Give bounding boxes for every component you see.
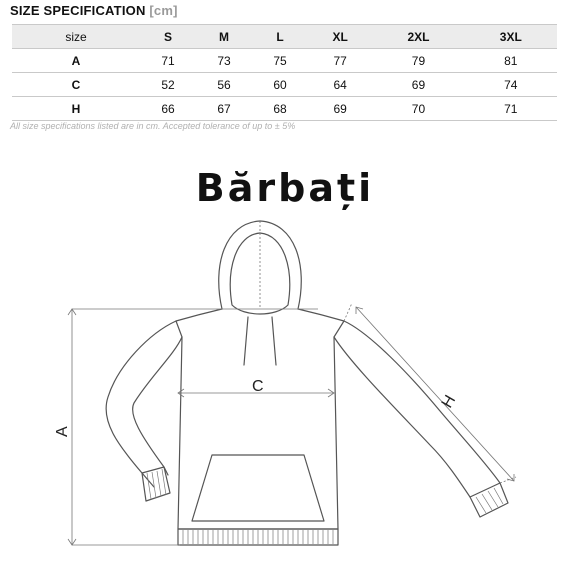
column-header: 3XL: [465, 25, 557, 49]
row-label: A: [12, 49, 140, 73]
column-header: M: [196, 25, 252, 49]
hoodie-outline: [106, 221, 508, 545]
measurement-labels: [54, 378, 459, 437]
column-header: S: [140, 25, 196, 49]
table-cell: 75: [252, 49, 308, 73]
size-spec-title: [10, 3, 178, 18]
table-cell: 56: [196, 73, 252, 97]
table-cell: 52: [140, 73, 196, 97]
table-cell: 68: [252, 97, 308, 121]
table-cell: 71: [465, 97, 557, 121]
table-cell: 71: [140, 49, 196, 73]
table-cell: 66: [140, 97, 196, 121]
label-a: A: [54, 426, 71, 437]
table-row: [12, 49, 557, 73]
table-cell: 69: [308, 97, 372, 121]
table-cell: 69: [372, 73, 464, 97]
column-header: size: [12, 25, 140, 49]
tolerance-note: All size specifications listed are in cm. Accepted tolerance of up to ± 5%: [10, 121, 296, 131]
left-sleeve-outer: [106, 321, 176, 487]
ribbing: [147, 469, 503, 544]
row-label: C: [12, 73, 140, 97]
left-sleeve-inner: [133, 337, 182, 475]
table-cell: 79: [372, 49, 464, 73]
right-cuff: [470, 483, 508, 517]
size-table: [12, 24, 557, 121]
column-header: 2XL: [372, 25, 464, 49]
title-text: SIZE SPECIFICATION: [10, 3, 146, 18]
sleeve-line: [356, 307, 514, 481]
table-cell: 74: [465, 73, 557, 97]
column-header: XL: [308, 25, 372, 49]
drawstring-left: [244, 317, 248, 365]
table-cell: 81: [465, 49, 557, 73]
table-cell: 70: [372, 97, 464, 121]
column-header: L: [252, 25, 308, 49]
right-sleeve-outer: [344, 321, 500, 483]
table-cell: 64: [308, 73, 372, 97]
table-header-row: [12, 25, 557, 49]
table-row: [12, 73, 557, 97]
right-sleeve-inner: [334, 337, 470, 497]
row-label: H: [12, 97, 140, 121]
label-c: C: [252, 378, 264, 395]
label-h: H: [438, 392, 460, 411]
section-heading: Bărbați: [195, 166, 375, 210]
table-cell: 73: [196, 49, 252, 73]
hoodie-diagram: [0, 205, 570, 573]
table-cell: 77: [308, 49, 372, 73]
table-cell: 67: [196, 97, 252, 121]
kangaroo-pocket: [192, 455, 324, 521]
title-unit: [cm]: [149, 3, 178, 18]
measurement-guides: [68, 221, 516, 545]
table-cell: 60: [252, 73, 308, 97]
drawstring-right: [272, 317, 276, 365]
table-row: [12, 97, 557, 121]
hoodie-body: [176, 309, 344, 529]
